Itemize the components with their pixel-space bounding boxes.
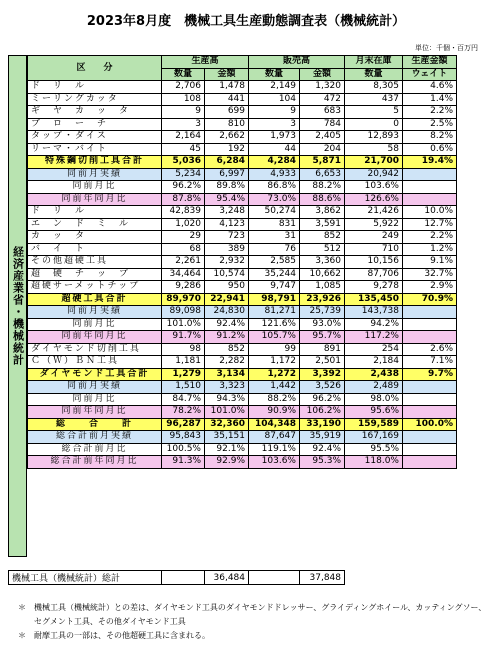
- row-value: 96,287: [162, 418, 205, 431]
- row-value: 6,653: [300, 168, 345, 181]
- row-value: 94.2%: [345, 318, 403, 331]
- row-value: 10,156: [345, 256, 403, 269]
- row-value: 4,933: [249, 168, 300, 181]
- row-value: 96.2%: [162, 181, 205, 194]
- row-label: ダイヤモンド工具合計: [28, 368, 162, 381]
- row-value: 1.4%: [403, 93, 457, 106]
- row-value: 7.1%: [403, 356, 457, 369]
- row-value: 95.3%: [300, 456, 345, 469]
- row-label: 総合計前月比: [28, 443, 162, 456]
- row-value: 21,426: [345, 206, 403, 219]
- row-value: 159,589: [345, 418, 403, 431]
- row-value: [403, 306, 457, 319]
- table-row: [28, 268, 457, 281]
- header-category: 区 分: [28, 56, 162, 81]
- row-value: 86.8%: [249, 181, 300, 194]
- row-value: 9,286: [162, 281, 205, 294]
- table-row: [28, 93, 457, 106]
- row-value: 389: [205, 243, 249, 256]
- row-value: 104,348: [249, 418, 300, 431]
- row-value: 2,149: [249, 81, 300, 94]
- footnotes: [18, 601, 486, 643]
- row-label: ド リ ル: [28, 206, 162, 219]
- row-value: [403, 456, 457, 469]
- row-value: 100.5%: [162, 443, 205, 456]
- row-value: 98: [162, 343, 205, 356]
- note-2: セグメント工具、その他ダイヤモンド工具: [18, 617, 186, 626]
- row-value: 3,862: [300, 206, 345, 219]
- row-value: 5,922: [345, 218, 403, 231]
- row-value: [403, 318, 457, 331]
- row-value: 92.9%: [205, 456, 249, 469]
- row-value: 2,932: [205, 256, 249, 269]
- row-value: 35,151: [205, 431, 249, 444]
- row-value: 21,700: [345, 156, 403, 169]
- row-value: 2,438: [345, 368, 403, 381]
- row-value: [403, 406, 457, 419]
- row-value: 437: [345, 93, 403, 106]
- row-value: 6,997: [205, 168, 249, 181]
- row-value: 784: [300, 118, 345, 131]
- row-value: [403, 168, 457, 181]
- row-value: 70.9%: [403, 293, 457, 306]
- row-value: 121.6%: [249, 318, 300, 331]
- row-value: 143,738: [345, 306, 403, 319]
- row-value: 2.2%: [403, 231, 457, 244]
- row-label: ミーリングカッタ: [28, 93, 162, 106]
- row-value: 3,392: [300, 368, 345, 381]
- row-value: 710: [345, 243, 403, 256]
- row-value: 10,662: [300, 268, 345, 281]
- row-value: 10.0%: [403, 206, 457, 219]
- row-value: 4,123: [205, 218, 249, 231]
- row-value: 512: [300, 243, 345, 256]
- table-row: [28, 131, 457, 144]
- row-value: 1,279: [162, 368, 205, 381]
- row-value: 89.8%: [205, 181, 249, 194]
- table-row: [28, 456, 457, 469]
- row-label: タップ・ダイス: [28, 131, 162, 144]
- table-body: [28, 81, 457, 469]
- table-row: [28, 118, 457, 131]
- row-value: 104: [249, 93, 300, 106]
- table-row: [28, 343, 457, 356]
- row-label: 同前月比: [28, 393, 162, 406]
- row-value: 87,706: [345, 268, 403, 281]
- header-prod-amount: 生産金額: [403, 56, 457, 69]
- row-value: 89,098: [162, 306, 205, 319]
- row-value: 1,272: [249, 368, 300, 381]
- row-label: 総合計前年同月比: [28, 456, 162, 469]
- row-value: 10,574: [205, 268, 249, 281]
- row-label: 超硬サーメットチップ: [28, 281, 162, 294]
- row-value: 95.6%: [345, 406, 403, 419]
- row-value: 91.2%: [205, 331, 249, 344]
- row-value: 96.2%: [300, 393, 345, 406]
- row-value: 35,919: [300, 431, 345, 444]
- row-value: 103.6%: [249, 456, 300, 469]
- row-label: ド リ ル: [28, 81, 162, 94]
- row-value: 4.6%: [403, 81, 457, 94]
- row-value: 950: [205, 281, 249, 294]
- table-row: [28, 443, 457, 456]
- row-value: 167,169: [345, 431, 403, 444]
- table-row: [28, 318, 457, 331]
- row-value: 5,234: [162, 168, 205, 181]
- row-value: 118.0%: [345, 456, 403, 469]
- row-value: 3,248: [205, 206, 249, 219]
- row-value: 31: [249, 231, 300, 244]
- row-value: 2,706: [162, 81, 205, 94]
- row-value: 73.0%: [249, 193, 300, 206]
- row-value: 1,181: [162, 356, 205, 369]
- row-value: 3,526: [300, 381, 345, 394]
- table-row: [28, 143, 457, 156]
- table-row: [28, 156, 457, 169]
- row-value: 91.7%: [162, 331, 205, 344]
- row-value: 92.4%: [205, 318, 249, 331]
- row-label: 同前月比: [28, 181, 162, 194]
- row-value: 2,501: [300, 356, 345, 369]
- row-label: 同前月実績: [28, 168, 162, 181]
- row-value: 88.2%: [300, 181, 345, 194]
- row-value: 35,244: [249, 268, 300, 281]
- row-value: 92.4%: [300, 443, 345, 456]
- row-label: 同前月比: [28, 318, 162, 331]
- row-value: 1,442: [249, 381, 300, 394]
- row-value: 1,172: [249, 356, 300, 369]
- row-value: 723: [205, 231, 249, 244]
- grand-total-prod: 36,484: [205, 571, 249, 585]
- row-value: 249: [345, 231, 403, 244]
- row-value: 2,282: [205, 356, 249, 369]
- table-row: [28, 381, 457, 394]
- row-value: 852: [300, 231, 345, 244]
- row-value: 119.1%: [249, 443, 300, 456]
- row-label: ギ ヤ カ ッ タ: [28, 106, 162, 119]
- table-row: [28, 243, 457, 256]
- row-value: 9: [249, 106, 300, 119]
- header-prod-amt: 金額: [205, 68, 249, 81]
- row-value: 45: [162, 143, 205, 156]
- header-inv-qty: 数量: [345, 68, 403, 81]
- table-row: [28, 256, 457, 269]
- row-value: 108: [162, 93, 205, 106]
- table-row: [28, 81, 457, 94]
- row-value: 12,893: [345, 131, 403, 144]
- row-label: カ ッ タ: [28, 231, 162, 244]
- row-label: 同前年同月比: [28, 331, 162, 344]
- row-value: 25,739: [300, 306, 345, 319]
- table-row: [28, 293, 457, 306]
- row-label: 総合計前月実績: [28, 431, 162, 444]
- row-value: 91.3%: [162, 456, 205, 469]
- table-row: [28, 418, 457, 431]
- row-label: ダイヤモンド切削工具: [28, 343, 162, 356]
- grand-total-table: [8, 570, 345, 585]
- row-value: 50,274: [249, 206, 300, 219]
- row-value: 5: [345, 106, 403, 119]
- note-1: ＊ 機械工具（機械統計）との差は、ダイヤモンド工具のダイヤモンドドレッサー、グライディングホイール、カッティングソー、: [18, 603, 487, 612]
- row-value: 29: [162, 231, 205, 244]
- row-value: 3,360: [300, 256, 345, 269]
- row-value: 9.1%: [403, 256, 457, 269]
- row-value: 99: [249, 343, 300, 356]
- header-row-1: [28, 56, 457, 69]
- row-value: 441: [205, 93, 249, 106]
- table-row: [28, 431, 457, 444]
- row-value: 95.5%: [345, 443, 403, 456]
- row-value: 34,464: [162, 268, 205, 281]
- row-label: リーマ・バイト: [28, 143, 162, 156]
- row-value: 2,585: [249, 256, 300, 269]
- row-value: 42,839: [162, 206, 205, 219]
- row-value: 93.0%: [300, 318, 345, 331]
- row-value: 2.5%: [403, 118, 457, 131]
- table-row: [28, 218, 457, 231]
- row-value: 135,450: [345, 293, 403, 306]
- row-value: 3,591: [300, 218, 345, 231]
- table-row: [28, 306, 457, 319]
- grand-total-row: [9, 571, 345, 585]
- row-value: 8.2%: [403, 131, 457, 144]
- row-label: エ ン ド ミ ル: [28, 218, 162, 231]
- table-row: [28, 181, 457, 194]
- row-value: 19.4%: [403, 156, 457, 169]
- row-value: 33,190: [300, 418, 345, 431]
- note-3: ＊ 耐摩工具の一部は、その他超硬工具に含まれる。: [18, 631, 210, 640]
- row-label: その他超硬工具: [28, 256, 162, 269]
- table-row: [28, 168, 457, 181]
- row-value: 92.1%: [205, 443, 249, 456]
- row-value: 5,871: [300, 156, 345, 169]
- header-sales-qty: 数量: [249, 68, 300, 81]
- row-value: 2,405: [300, 131, 345, 144]
- row-value: 2,489: [345, 381, 403, 394]
- side-label: 経済産業省・機械統計: [8, 55, 27, 557]
- row-value: 24,830: [205, 306, 249, 319]
- row-value: 204: [300, 143, 345, 156]
- row-value: 9: [162, 106, 205, 119]
- row-value: 1,085: [300, 281, 345, 294]
- row-value: 8,305: [345, 81, 403, 94]
- row-value: 1,320: [300, 81, 345, 94]
- row-value: 95.7%: [300, 331, 345, 344]
- row-label: 総 合 計: [28, 418, 162, 431]
- row-value: 6,284: [205, 156, 249, 169]
- row-label: ブ ロ ー チ: [28, 118, 162, 131]
- table-row: [28, 393, 457, 406]
- row-value: 9,747: [249, 281, 300, 294]
- row-label: 同前月実績: [28, 306, 162, 319]
- header-prod-qty: 数量: [162, 68, 205, 81]
- row-value: 2,662: [205, 131, 249, 144]
- statistics-table: [27, 55, 457, 469]
- row-value: 76: [249, 243, 300, 256]
- row-value: 699: [205, 106, 249, 119]
- row-value: [403, 431, 457, 444]
- row-value: 1,478: [205, 81, 249, 94]
- row-value: 3: [162, 118, 205, 131]
- row-value: 4,284: [249, 156, 300, 169]
- row-value: 44: [249, 143, 300, 156]
- table-row: [28, 356, 457, 369]
- row-value: 891: [300, 343, 345, 356]
- page-title: 2023年8月度 機械工具生産動態調査表（機械統計）: [86, 14, 406, 29]
- row-value: 101.0%: [162, 318, 205, 331]
- row-value: 2,164: [162, 131, 205, 144]
- row-value: 1.2%: [403, 243, 457, 256]
- row-value: 32,360: [205, 418, 249, 431]
- row-value: 5,036: [162, 156, 205, 169]
- row-value: 2,184: [345, 356, 403, 369]
- row-value: 2.2%: [403, 106, 457, 119]
- header-sales: 販売高: [249, 56, 345, 69]
- row-label: 同前月実績: [28, 381, 162, 394]
- header-sales-amt: 金額: [300, 68, 345, 81]
- row-value: [403, 443, 457, 456]
- header-production: 生産高: [162, 56, 249, 69]
- row-value: 100.0%: [403, 418, 457, 431]
- row-label: 特殊鋼切削工具合計: [28, 156, 162, 169]
- table-row: [28, 106, 457, 119]
- row-value: 22,941: [205, 293, 249, 306]
- row-value: 68: [162, 243, 205, 256]
- row-value: 9.7%: [403, 368, 457, 381]
- row-value: 90.9%: [249, 406, 300, 419]
- row-value: 0: [345, 118, 403, 131]
- row-value: 117.2%: [345, 331, 403, 344]
- row-value: 98.0%: [345, 393, 403, 406]
- row-value: [403, 393, 457, 406]
- row-value: 852: [205, 343, 249, 356]
- row-value: 20,942: [345, 168, 403, 181]
- header-inventory: 月末在庫: [345, 56, 403, 69]
- row-value: 2.6%: [403, 343, 457, 356]
- row-value: 2.9%: [403, 281, 457, 294]
- row-value: 98,791: [249, 293, 300, 306]
- row-value: 683: [300, 106, 345, 119]
- table-row: [28, 406, 457, 419]
- row-value: 105.7%: [249, 331, 300, 344]
- row-value: 192: [205, 143, 249, 156]
- table-row: [28, 231, 457, 244]
- row-value: 126.6%: [345, 193, 403, 206]
- table-row: [28, 368, 457, 381]
- row-value: 32.7%: [403, 268, 457, 281]
- row-value: 84.7%: [162, 393, 205, 406]
- header-weight: ウェイト: [403, 68, 457, 81]
- row-label: Ｃ（Ｗ）ＢＮ工具: [28, 356, 162, 369]
- row-value: [403, 381, 457, 394]
- row-value: 1,510: [162, 381, 205, 394]
- row-value: [403, 181, 457, 194]
- row-value: 81,271: [249, 306, 300, 319]
- row-value: 106.2%: [300, 406, 345, 419]
- row-label: 超硬工具合計: [28, 293, 162, 306]
- row-value: [403, 193, 457, 206]
- row-value: 3,134: [205, 368, 249, 381]
- table-row: [28, 281, 457, 294]
- row-value: 3,323: [205, 381, 249, 394]
- row-value: 12.7%: [403, 218, 457, 231]
- row-value: 1,020: [162, 218, 205, 231]
- row-value: 103.6%: [345, 181, 403, 194]
- row-value: 87.8%: [162, 193, 205, 206]
- row-value: 3: [249, 118, 300, 131]
- row-label: バ イ ト: [28, 243, 162, 256]
- row-value: 88.6%: [300, 193, 345, 206]
- row-value: 254: [345, 343, 403, 356]
- row-value: 78.2%: [162, 406, 205, 419]
- grand-total-label: 機械工具（機械統計）総計: [9, 571, 162, 585]
- row-value: 58: [345, 143, 403, 156]
- unit-label: 単位：千個・百万円: [415, 44, 478, 52]
- row-value: 831: [249, 218, 300, 231]
- row-value: 95,843: [162, 431, 205, 444]
- row-value: 88.2%: [249, 393, 300, 406]
- row-label: 同前年同月比: [28, 193, 162, 206]
- table-row: [28, 193, 457, 206]
- row-value: 2,261: [162, 256, 205, 269]
- row-label: 同前年同月比: [28, 406, 162, 419]
- row-value: 9,278: [345, 281, 403, 294]
- row-value: 87,647: [249, 431, 300, 444]
- row-value: 101.0%: [205, 406, 249, 419]
- row-value: 0.6%: [403, 143, 457, 156]
- row-value: 472: [300, 93, 345, 106]
- row-value: 810: [205, 118, 249, 131]
- row-value: 1,973: [249, 131, 300, 144]
- row-value: 89,970: [162, 293, 205, 306]
- row-value: 95.4%: [205, 193, 249, 206]
- table-row: [28, 331, 457, 344]
- row-value: [403, 331, 457, 344]
- row-value: 94.3%: [205, 393, 249, 406]
- grand-total-sales: 37,848: [300, 571, 345, 585]
- row-value: 23,926: [300, 293, 345, 306]
- table-row: [28, 206, 457, 219]
- row-label: 超 硬 チ ッ プ: [28, 268, 162, 281]
